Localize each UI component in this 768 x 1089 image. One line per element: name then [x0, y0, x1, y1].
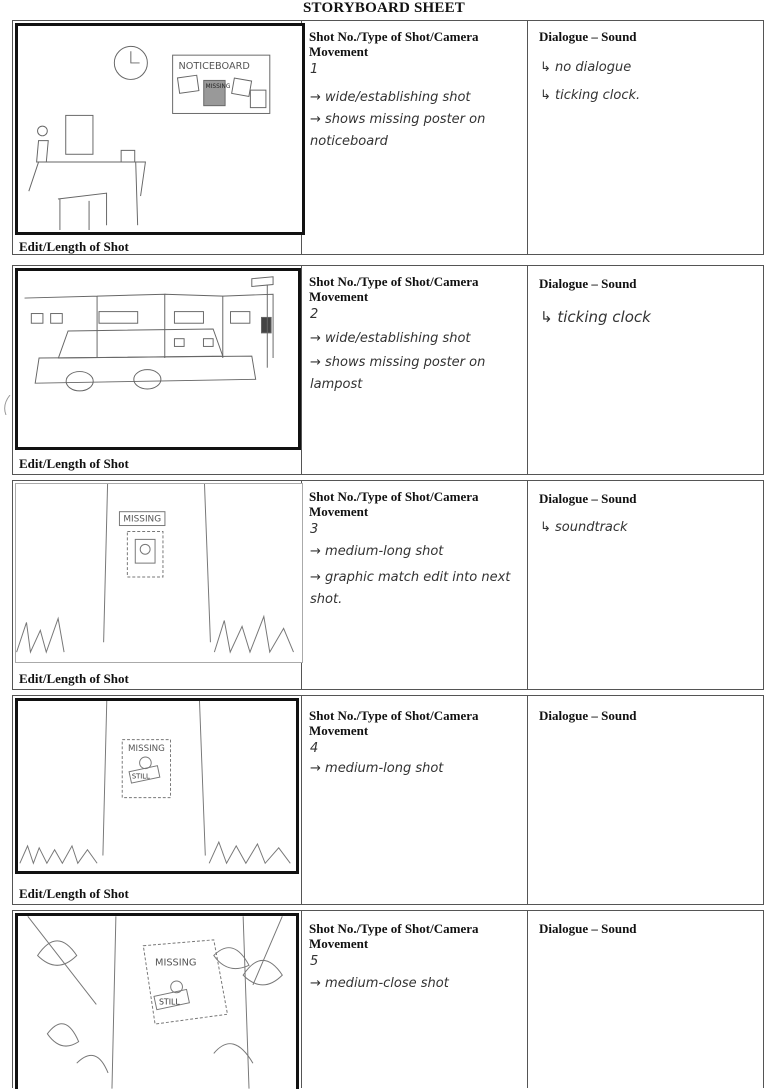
- edit-length-label-1: Edit/Length of Shot: [19, 239, 129, 254]
- dialogue-1-1: ↳ no dialogue: [540, 60, 632, 75]
- sheet-title: STORYBOARD SHEET: [302, 0, 466, 16]
- shot-number-3: 3: [310, 522, 319, 537]
- shot-note-2-2: → shows missing poster on lampost: [310, 355, 486, 392]
- shot-header-4: Shot No./Type of Shot/Camera Movement: [309, 708, 479, 738]
- dialogue-header-1: Dialogue – Sound: [539, 29, 637, 44]
- edit-length-label-3: Edit/Length of Shot: [19, 671, 129, 686]
- sketch-frame-4: [15, 698, 299, 874]
- shot-note-5-1: → medium-close shot: [310, 976, 449, 991]
- dialogue-header-5: Dialogue – Sound: [539, 921, 637, 936]
- shot-number-4: 4: [310, 741, 319, 756]
- shot-note-1-2: → shows missing poster on noticeboard: [310, 112, 486, 149]
- sketch-frame-1: [15, 23, 305, 235]
- dialogue-2-1: ↳ ticking clock: [540, 308, 651, 326]
- sketch-frame-2: [15, 268, 301, 450]
- shot-note-1-1: → wide/establishing shot: [310, 90, 471, 105]
- sketch-text-missing: MISSING: [205, 84, 231, 91]
- dialogue-1-2: ↳ ticking clock.: [540, 88, 641, 103]
- dialogue-header-2: Dialogue – Sound: [539, 276, 637, 291]
- dialogue-3-1: ↳ soundtrack: [540, 520, 628, 535]
- shot-number-5: 5: [310, 954, 319, 969]
- shot-header-5: Shot No./Type of Shot/Camera Movement: [309, 921, 479, 951]
- edit-length-label-2: Edit/Length of Shot: [19, 456, 129, 471]
- sketch-frame-5: [15, 913, 299, 1089]
- storyboard-row-3: [12, 480, 764, 690]
- sketch-text-missing-3: MISSING: [123, 514, 162, 525]
- shot-note-3-1: → medium-long shot: [310, 544, 444, 559]
- margin-pen-mark: [0, 395, 12, 415]
- sketch-text-noticeboard: NOTICEBOARD: [178, 60, 250, 72]
- dialogue-header-4: Dialogue – Sound: [539, 708, 637, 723]
- sketch-text-missing-4: MISSING: [128, 744, 165, 755]
- shot-header-1: Shot No./Type of Shot/Camera Movement: [309, 29, 479, 59]
- shot-note-4-1: → medium-long shot: [310, 761, 444, 776]
- dialogue-header-3: Dialogue – Sound: [539, 491, 637, 506]
- sketch-text-missing-5: MISSING: [155, 957, 197, 969]
- storyboard-row-4: [12, 695, 764, 905]
- sketch-text-still-4: STILL: [131, 772, 150, 781]
- shot-header-3: Shot No./Type of Shot/Camera Movement: [309, 489, 479, 519]
- edit-length-label-4: Edit/Length of Shot: [19, 886, 129, 901]
- shot-header-2: Shot No./Type of Shot/Camera Movement: [309, 274, 479, 304]
- sketch-frame-3: [15, 483, 303, 663]
- shot-number-2: 2: [310, 307, 319, 322]
- shot-number-1: 1: [310, 62, 319, 77]
- shot-note-2-1: → wide/establishing shot: [310, 331, 471, 346]
- sketch-text-still-5: STILL: [158, 997, 180, 1007]
- shot-note-3-2: → graphic match edit into next shot.: [310, 570, 511, 607]
- storyboard-row-5: [12, 910, 764, 1088]
- storyboard-row-1: [12, 20, 764, 255]
- storyboard-row-2: [12, 265, 764, 475]
